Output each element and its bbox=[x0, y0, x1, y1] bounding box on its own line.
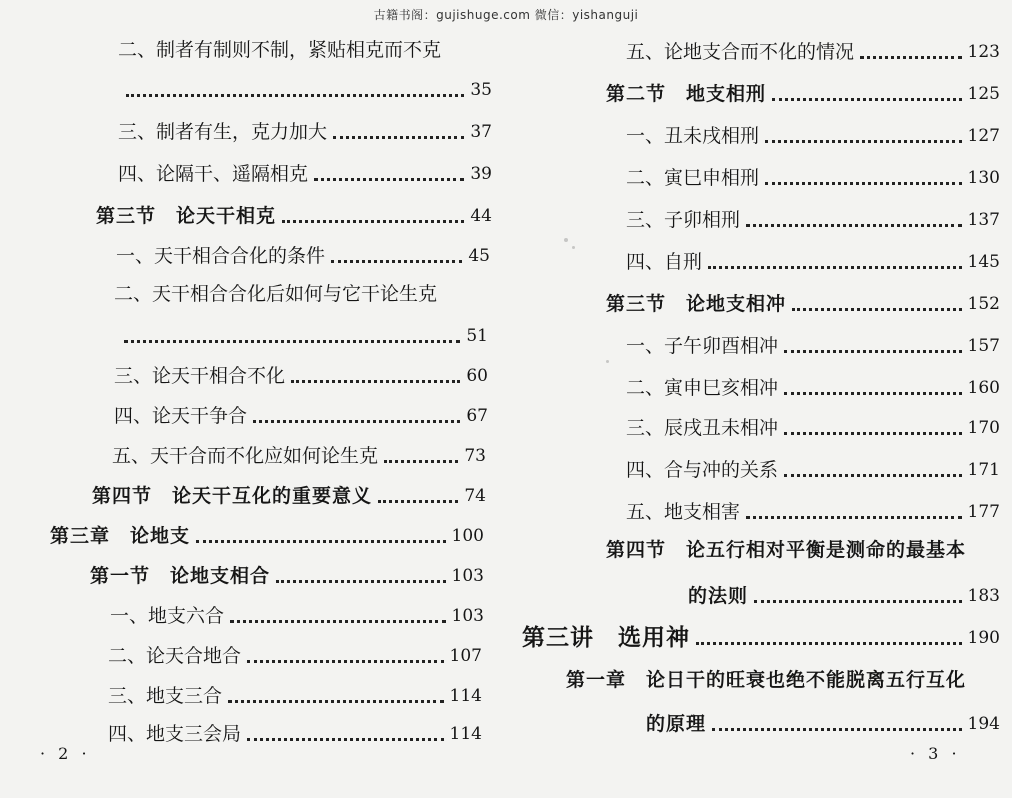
toc-entry-section bbox=[606, 76, 1000, 106]
leader-dots bbox=[124, 328, 460, 343]
toc-page-number: 73 bbox=[464, 446, 486, 466]
toc-page-number: 183 bbox=[967, 586, 1000, 606]
page-folio: · 2 · bbox=[40, 744, 91, 763]
toc-page-number: 194 bbox=[967, 714, 1000, 734]
toc-entry-title: 一、丑未戌相刑 bbox=[626, 125, 760, 147]
toc-page-number: 51 bbox=[466, 326, 488, 346]
toc-entry-title: 第一节 论地支相合 bbox=[90, 565, 271, 587]
toc-entry bbox=[626, 118, 1000, 148]
toc-entry-title: 四、自刑 bbox=[626, 251, 703, 273]
toc-entry-title: 一、地支六合 bbox=[110, 605, 225, 627]
toc-entry bbox=[116, 238, 490, 268]
toc-page-number: 171 bbox=[967, 460, 1000, 480]
toc-entry-title: 的法则 bbox=[688, 585, 749, 607]
toc-entry bbox=[120, 72, 492, 102]
toc-page-number: 145 bbox=[967, 252, 1000, 272]
toc-page-number: 35 bbox=[470, 80, 492, 100]
toc-entry bbox=[114, 398, 488, 428]
toc-page-number: 60 bbox=[466, 366, 488, 386]
toc-page-number: 44 bbox=[470, 206, 492, 226]
leader-dots bbox=[253, 408, 460, 423]
toc-page-number: 39 bbox=[470, 164, 492, 184]
toc-entry-title: 的原理 bbox=[646, 713, 707, 735]
toc-entry bbox=[112, 438, 486, 468]
toc-page-number: 157 bbox=[967, 336, 1000, 356]
leader-dots bbox=[314, 166, 464, 181]
toc-entry-section bbox=[96, 198, 492, 228]
toc-entry-title: 第二节 地支相刑 bbox=[606, 83, 767, 105]
toc-entry-title: 第一章 论日干的旺衰也绝不能脱离五行互化 bbox=[566, 669, 967, 691]
page-folio: · 3 · bbox=[910, 744, 961, 763]
toc-entry-title: 第四节 论五行相对平衡是测命的最基本 bbox=[606, 539, 967, 561]
toc-entry bbox=[118, 318, 488, 348]
toc-entry bbox=[110, 598, 484, 628]
toc-entry-title: 三、制者有生，克力加大 bbox=[118, 121, 328, 143]
watermark: 古籍书阁：gujishuge.com 微信：yishanguji bbox=[373, 8, 639, 22]
leader-dots bbox=[765, 128, 962, 143]
toc-entry bbox=[626, 410, 1000, 440]
toc-entry-section bbox=[688, 578, 1000, 608]
toc-entry-title: 二、天干相合合化后如何与它干论生克 bbox=[114, 283, 438, 305]
toc-page-number: 127 bbox=[967, 126, 1000, 146]
toc-entry-title: 第四节 论天干互化的重要意义 bbox=[92, 485, 373, 507]
leader-dots bbox=[712, 716, 962, 731]
toc-entry-lecture bbox=[522, 620, 1000, 650]
toc-page-number: 114 bbox=[449, 686, 482, 706]
toc-page-number: 190 bbox=[967, 628, 1000, 648]
toc-page-number: 103 bbox=[451, 566, 484, 586]
leader-dots bbox=[331, 248, 462, 263]
toc-entry-section bbox=[92, 478, 486, 508]
toc-page-number: 160 bbox=[967, 378, 1000, 398]
leader-dots bbox=[228, 688, 444, 703]
toc-page-number: 114 bbox=[449, 724, 482, 744]
leader-dots bbox=[860, 44, 962, 59]
toc-entry-title: 四、论天干争合 bbox=[114, 405, 248, 427]
toc-page-number: 123 bbox=[967, 42, 1000, 62]
toc-entry bbox=[626, 328, 1000, 358]
leader-dots bbox=[784, 420, 962, 435]
toc-entry-title: 二、论天合地合 bbox=[108, 645, 242, 667]
leader-dots bbox=[765, 170, 962, 185]
toc-entry bbox=[626, 160, 1000, 190]
toc-entry bbox=[118, 156, 492, 186]
right-page bbox=[506, 0, 1012, 798]
toc-entry bbox=[118, 114, 492, 144]
scan-speck bbox=[606, 360, 609, 363]
leader-dots bbox=[754, 588, 962, 603]
toc-entry-section bbox=[606, 286, 1000, 316]
toc-entry-title: 五、论地支合而不化的情况 bbox=[626, 41, 855, 63]
leader-dots bbox=[384, 448, 458, 463]
scan-speck bbox=[572, 246, 575, 249]
leader-dots bbox=[746, 504, 962, 519]
toc-page-number: 107 bbox=[449, 646, 482, 666]
leader-dots bbox=[784, 380, 962, 395]
toc-page-number: 137 bbox=[967, 210, 1000, 230]
toc-entry bbox=[108, 678, 482, 708]
toc-page-number: 45 bbox=[468, 246, 490, 266]
toc-entry-title: 一、子午卯酉相冲 bbox=[626, 335, 779, 357]
toc-entry-section bbox=[90, 558, 484, 588]
toc-entry-title: 三、子卯相刑 bbox=[626, 209, 741, 231]
toc-entry-title: 第三节 论地支相冲 bbox=[606, 293, 787, 315]
leader-dots bbox=[247, 648, 444, 663]
leader-dots bbox=[696, 630, 962, 645]
leader-dots bbox=[792, 296, 962, 311]
toc-entry bbox=[626, 452, 1000, 482]
toc-entry bbox=[626, 494, 1000, 524]
toc-entry bbox=[626, 34, 1000, 64]
toc-page-number: 177 bbox=[967, 502, 1000, 522]
toc-page-number: 37 bbox=[470, 122, 492, 142]
toc-page-number: 130 bbox=[967, 168, 1000, 188]
toc-page-number: 170 bbox=[967, 418, 1000, 438]
toc-page-number: 125 bbox=[967, 84, 1000, 104]
leader-dots bbox=[126, 82, 464, 97]
leader-dots bbox=[247, 726, 444, 741]
leader-dots bbox=[276, 568, 446, 583]
leader-dots bbox=[746, 212, 962, 227]
toc-page-number: 152 bbox=[967, 294, 1000, 314]
toc-entry-title: 第三讲 选用神 bbox=[522, 625, 690, 651]
toc-entry-title: 五、天干合而不化应如何论生克 bbox=[112, 445, 379, 467]
toc-entry-title: 二、制者有制则不制，紧贴相克而不克 bbox=[118, 39, 442, 61]
leader-dots bbox=[772, 86, 962, 101]
leader-dots bbox=[784, 338, 962, 353]
toc-entry-title: 二、寅巳申相刑 bbox=[626, 167, 760, 189]
toc-entry-title: 四、论隔干、遥隔相克 bbox=[118, 163, 309, 185]
toc-page-number: 74 bbox=[464, 486, 486, 506]
leader-dots bbox=[282, 208, 464, 223]
toc-entry-title: 二、寅申巳亥相冲 bbox=[626, 377, 779, 399]
toc-entry-title: 第三章 论地支 bbox=[50, 525, 191, 547]
leader-dots bbox=[708, 254, 962, 269]
leader-dots bbox=[784, 462, 962, 477]
toc-entry bbox=[626, 244, 1000, 274]
scan-speck bbox=[564, 238, 568, 242]
toc-page-number: 103 bbox=[451, 606, 484, 626]
toc-entry bbox=[108, 638, 482, 668]
toc-entry-chapter bbox=[50, 518, 484, 548]
leader-dots bbox=[291, 368, 460, 383]
leader-dots bbox=[333, 124, 464, 139]
toc-entry-title: 四、合与冲的关系 bbox=[626, 459, 779, 481]
toc-entry-title: 三、论天干相合不化 bbox=[114, 365, 286, 387]
toc-entry bbox=[626, 202, 1000, 232]
toc-entry bbox=[626, 370, 1000, 400]
toc-entry-title: 第三节 论天干相克 bbox=[96, 205, 277, 227]
toc-entry-title: 四、地支三会局 bbox=[108, 723, 242, 745]
toc-entry-title: 三、辰戌丑未相冲 bbox=[626, 417, 779, 439]
leader-dots bbox=[378, 488, 458, 503]
toc-entry bbox=[114, 358, 488, 388]
toc-entry bbox=[108, 716, 482, 746]
leader-dots bbox=[196, 528, 446, 543]
leader-dots bbox=[230, 608, 446, 623]
toc-entry-title: 五、地支相害 bbox=[626, 501, 741, 523]
toc-entry-chapter bbox=[646, 706, 1000, 736]
toc-page-number: 100 bbox=[451, 526, 484, 546]
toc-page-number: 67 bbox=[466, 406, 488, 426]
toc-entry-title: 一、天干相合合化的条件 bbox=[116, 245, 326, 267]
toc-entry-title: 三、地支三合 bbox=[108, 685, 223, 707]
